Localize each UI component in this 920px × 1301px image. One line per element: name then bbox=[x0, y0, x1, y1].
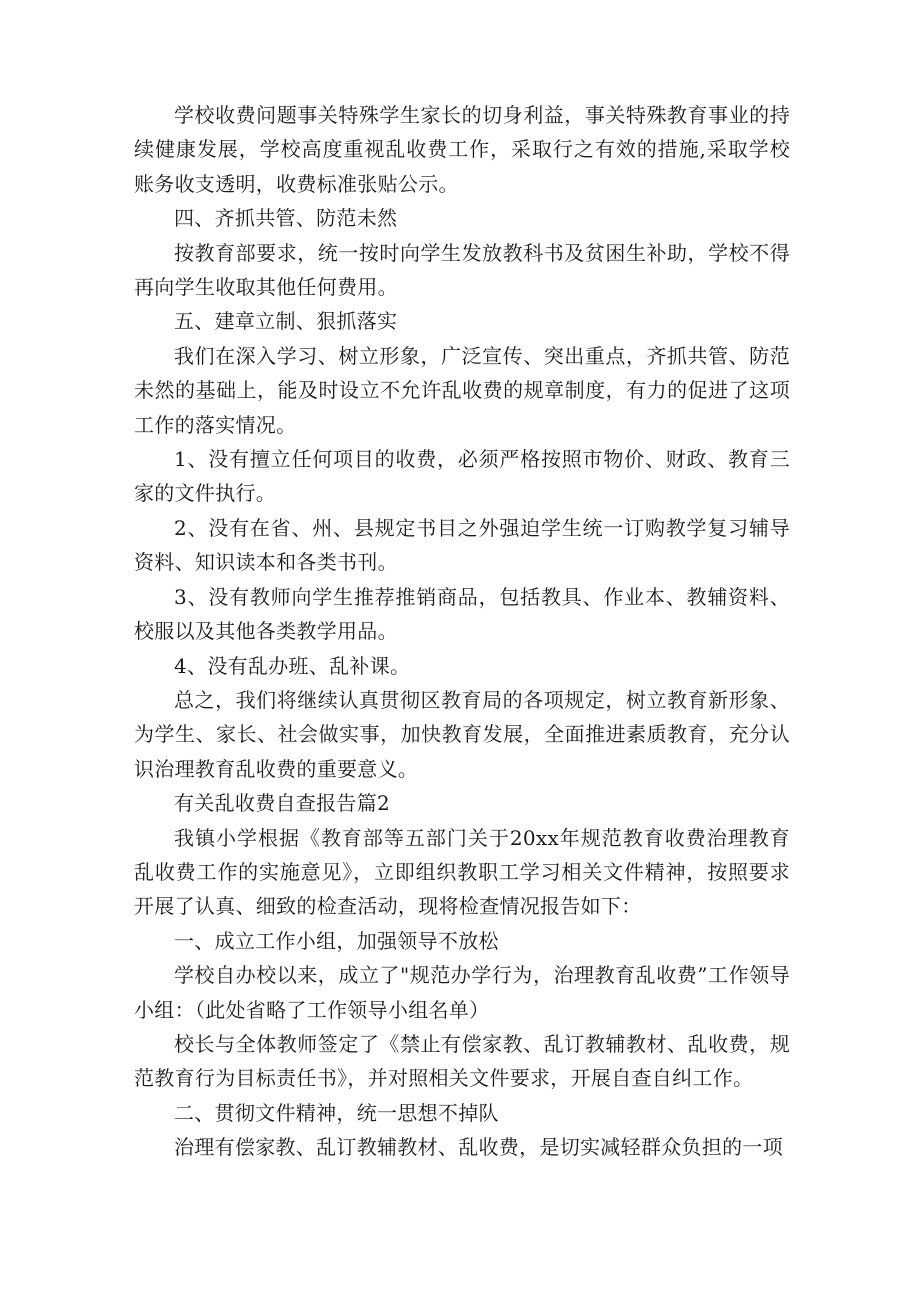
section-heading-4: 四、齐抓共管、防范未然 bbox=[174, 206, 398, 231]
list-item-4: 4、没有乱办班、乱补课。 bbox=[174, 653, 411, 678]
section-heading-5: 五、建章立制、狠抓落实 bbox=[174, 309, 398, 334]
list-item-1: 1、没有擅立任何项目的收费，必须严格按照市物价、财政、教育三家的文件执行。 bbox=[134, 447, 790, 506]
section-heading-1: 一、成立工作小组，加强领导不放松 bbox=[174, 928, 499, 953]
paragraph: 按教育部要求，统一按时向学生发放教科书及贫困生补助，学校不得再向学生收取其他任何费用。 bbox=[134, 240, 790, 300]
paragraph: 学校自办校以来，成立了"规范办学行为，治理教育乱收费”工作领导小组：（此处省略了工作领导小组名单） bbox=[134, 963, 790, 1022]
paragraph: 治理有偿家教、乱订教辅教材、乱收费，是切实减轻群众负担的一项 bbox=[174, 1135, 783, 1160]
paragraph-summary: 总之，我们将继续认真贯彻区教育局的各项规定，树立教育新形象、为学生、家长、社会做实事，加快教育发展，全面推进素质教育，充分认识治理教育乱收费的重要意义。 bbox=[134, 687, 790, 781]
paragraph: 校长与全体教师签定了《禁止有偿家教、乱订教辅教材、乱收费，规范教育行为目标责任书》，并对照相关文件要求，开展自查自纠工作。 bbox=[134, 1031, 790, 1091]
paragraph: 我镇小学根据《教育部等五部门关于20xx年规范教育收费治理教育乱收费工作的实施意见》，立即组织教职工学习相关文件精神，按照要求开展了认真、细致的检查活动，现将检查情况报告如下： bbox=[134, 825, 790, 919]
paragraph-intro: 学校收费问题事关特殊学生家长的切身利益，事关特殊教育事业的持续健康发展，学校高度重视乱收费工作，采取行之有效的措施,采取学校账务收支透明，收费标准张贴公示。 bbox=[134, 103, 790, 196]
paragraph: 我们在深入学习、树立形象，广泛宣传、突出重点，齐抓共管、防范未然的基础上，能及时设立不允许乱收费的规章制度，有力的促进了这项工作的落实情况。 bbox=[134, 343, 790, 437]
report-title: 有关乱收费自查报告篇2 bbox=[174, 791, 391, 816]
document-body bbox=[134, 98, 790, 1165]
list-item-2: 2、没有在省、州、县规定书目之外强迫学生统一订购教学复习辅导资料、知识读本和各类书刊。 bbox=[134, 515, 790, 575]
list-item-3: 3、没有教师向学生推荐推销商品，包括教具、作业本、教辅资料、校服以及其他各类教学用品。 bbox=[134, 584, 790, 644]
section-heading-2: 二、贯彻文件精神，统一思想不掉队 bbox=[174, 1100, 499, 1125]
